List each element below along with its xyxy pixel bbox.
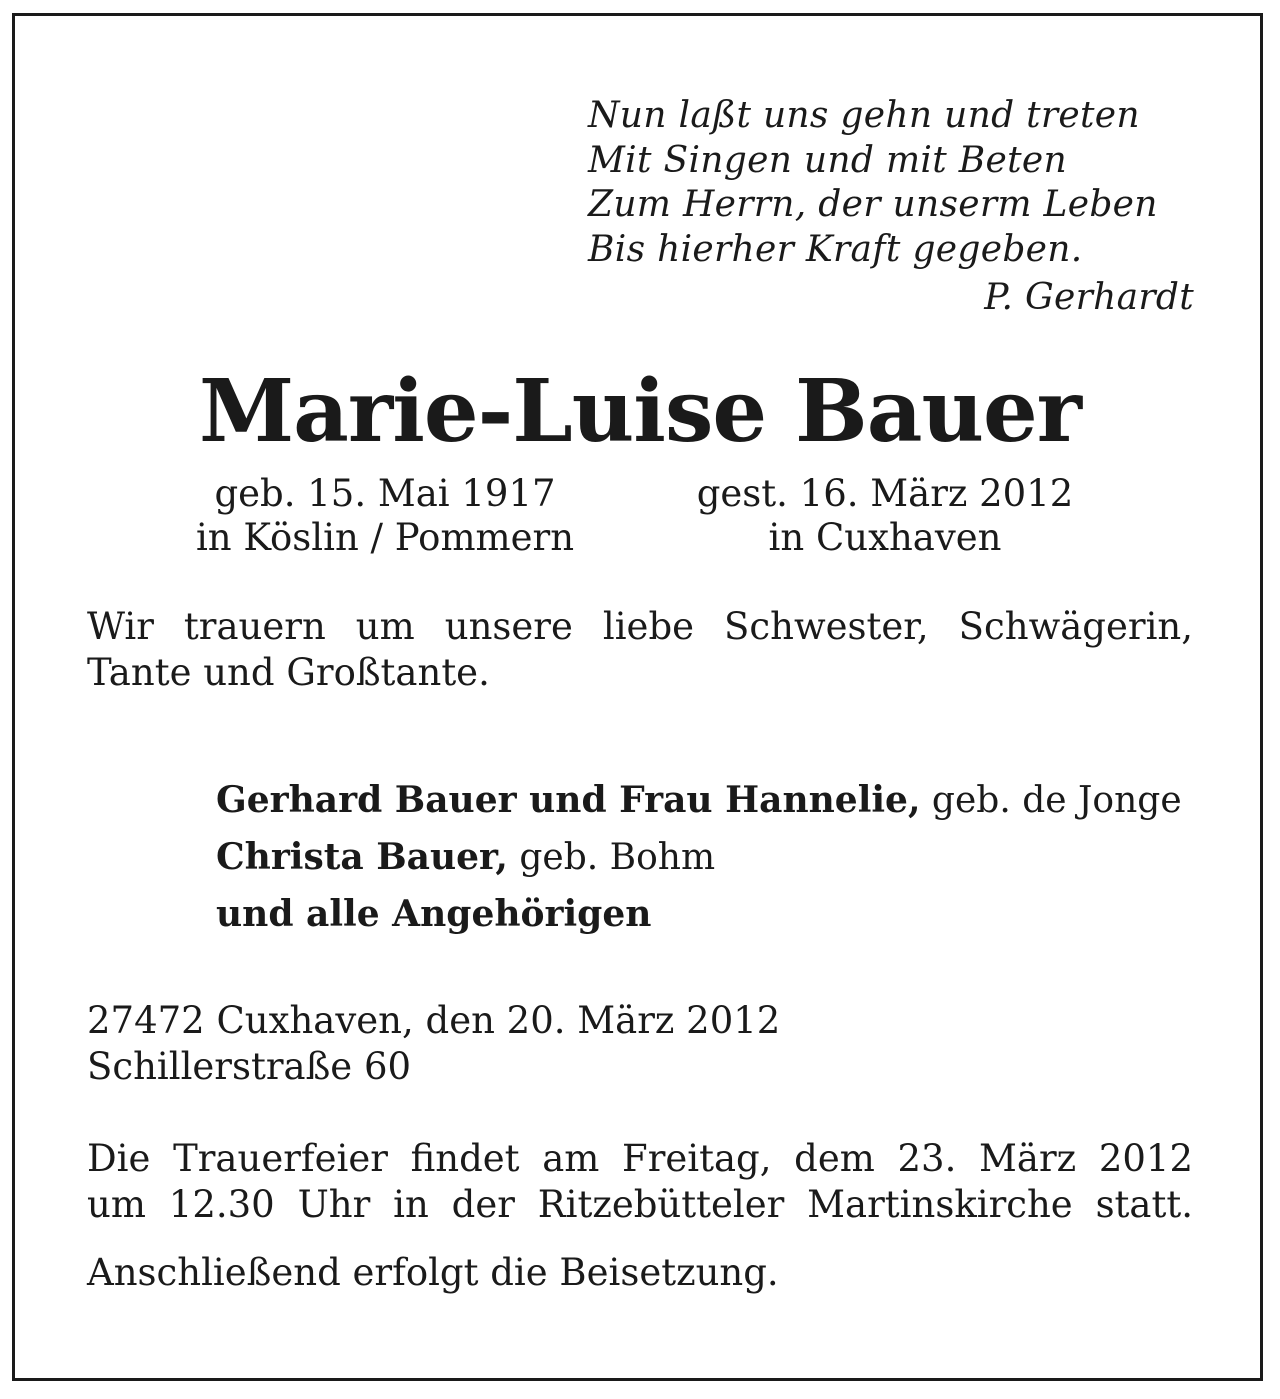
address-block: [87, 998, 1193, 1090]
mourner-name: Christa Bauer,: [216, 836, 508, 878]
birth-info: [160, 472, 610, 560]
mourner-entry: [216, 886, 1182, 943]
death-place: in Cuxhaven: [768, 516, 1002, 559]
verse-line: Mit Singen und mit Beten: [588, 139, 1067, 181]
address-line: 27472 Cuxhaven, den 20. März 2012: [87, 999, 781, 1042]
mourner-entry: [216, 772, 1182, 829]
deceased-name: Marie-Luise Bauer: [198, 361, 1081, 462]
service-paragraph: [87, 1136, 1193, 1228]
death-info: [660, 472, 1110, 560]
verse-line: Zum Herrn, der unserm Leben: [588, 184, 1158, 225]
service-line: um 12.30 Uhr in der Ritzebütteler Martinskirche statt.: [87, 1183, 1193, 1226]
intro-line: Tante und Großtante.: [87, 651, 490, 694]
service-line: Die Trauerfeier findet am Freitag, dem 23. März 2012: [87, 1137, 1193, 1180]
address-line: Schillerstraße 60: [87, 1045, 412, 1088]
verse-author: P. Gerhardt: [984, 277, 1194, 318]
intro-paragraph: [87, 604, 1193, 696]
mourner-maiden-name: geb. Bohm: [507, 837, 716, 878]
burial-line: Anschließend erfolgt die Beisetzung.: [87, 1251, 779, 1294]
mourner-name: Gerhard Bauer und Frau Hannelie,: [216, 779, 921, 821]
burial-paragraph: [87, 1250, 1193, 1296]
mourner-maiden-name: geb. de Jonge: [920, 780, 1182, 821]
birth-place: in Köslin / Pommern: [195, 516, 575, 559]
death-date: gest. 16. März 2012: [696, 472, 1074, 515]
mourner-name: und alle Angehörigen: [216, 893, 652, 935]
verse-line: Bis hierher Kraft gegeben.: [588, 228, 1083, 270]
verse-block: [588, 94, 1208, 321]
intro-line: Wir trauern um unsere liebe Schwester, Schwägerin,: [87, 605, 1193, 648]
verse-line: Nun laßt uns gehn und treten: [588, 95, 1140, 136]
birth-date: geb. 15. Mai 1917: [214, 472, 556, 515]
mourners-list: [216, 772, 1182, 943]
mourner-entry: [216, 829, 1182, 886]
